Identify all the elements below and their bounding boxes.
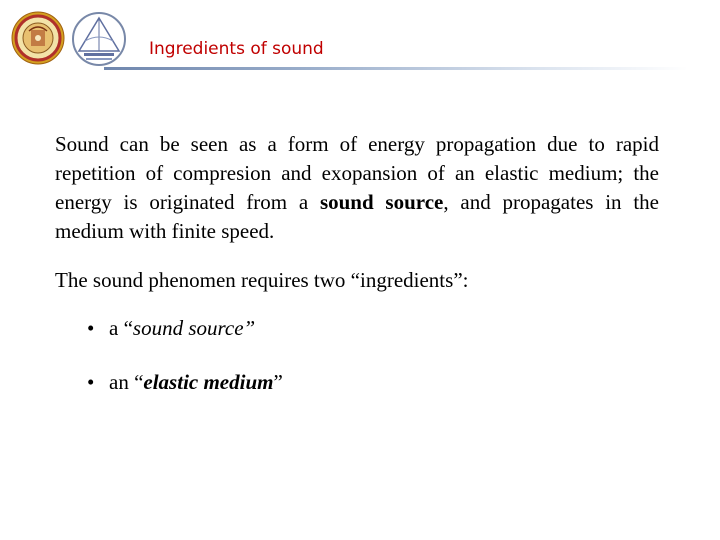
university-seal-icon [11, 11, 65, 65]
bullet1-emphasis: sound source [132, 316, 244, 340]
slide-title: Ingredients of sound [149, 39, 324, 59]
intro-text-end: , and propagates in the medium with finite speed. [55, 190, 659, 243]
bullet1-prefix: a “ [109, 316, 133, 340]
intro-bold-term: sound source [319, 190, 444, 214]
bullet2-prefix: an “ [109, 370, 144, 394]
list-item [87, 370, 283, 395]
list-item [87, 316, 255, 341]
bullet1-suffix: ” [243, 316, 256, 340]
bullet-icon: • [87, 370, 95, 394]
bullet2-suffix: ” [273, 370, 283, 394]
bullet-icon: • [87, 316, 95, 340]
acoustics-triangle-logo-icon [71, 11, 127, 67]
bullet2-emphasis: elastic medium [143, 370, 274, 394]
intro-paragraph [55, 130, 659, 246]
header-divider [104, 67, 688, 70]
intro-text: Sound can be seen as a form of energy propagation due to rapid repetition of compresion and exopansion of an elastic medium; the energy is originated from a [55, 132, 659, 214]
slide-body [55, 130, 659, 295]
ingredients-intro: The sound phenomen requires two “ingredients”: [55, 268, 469, 292]
